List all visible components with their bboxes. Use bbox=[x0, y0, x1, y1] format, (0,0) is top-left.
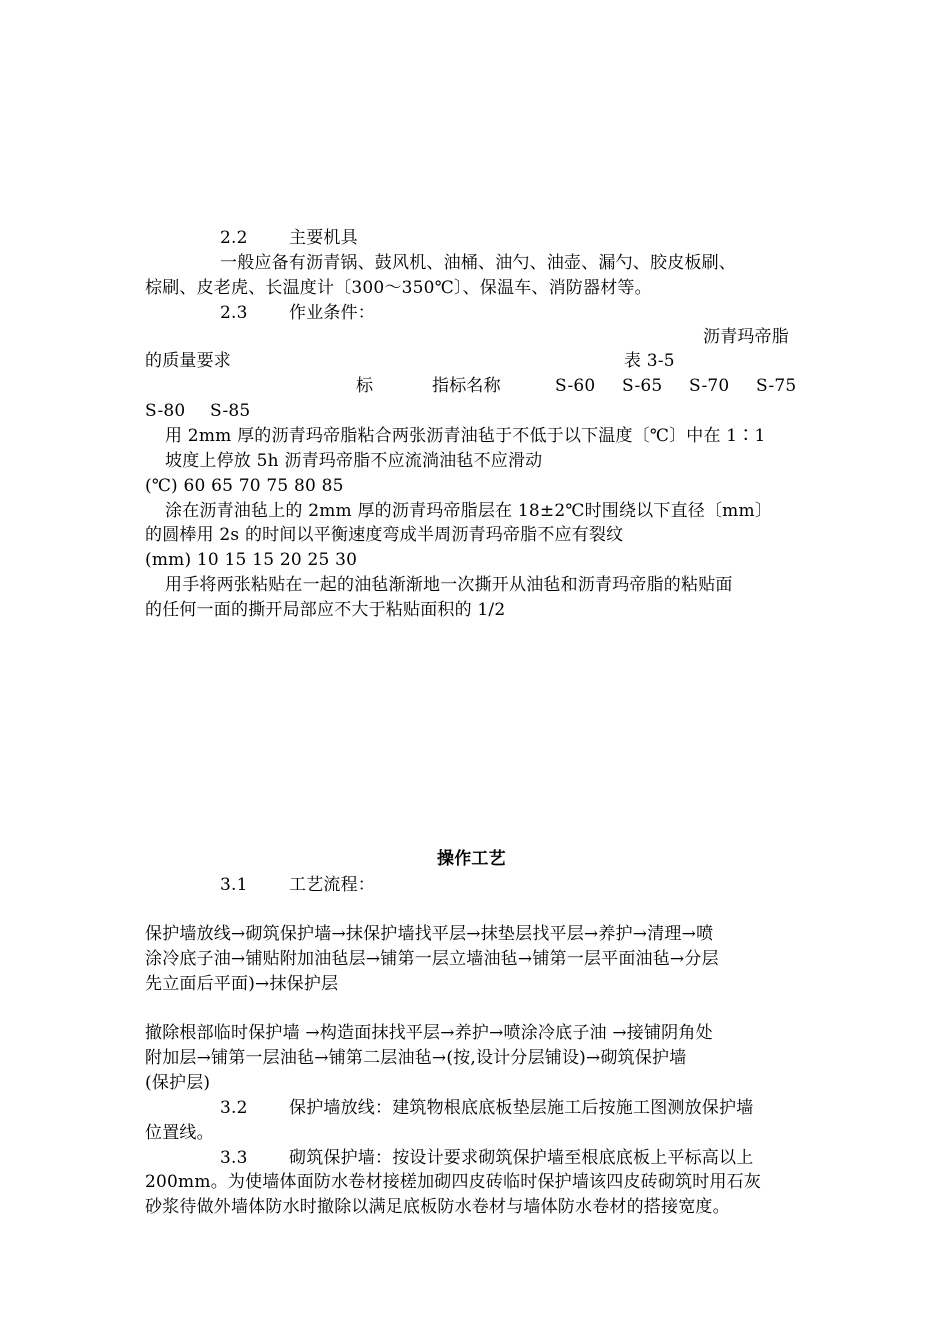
table-row2-values: (mm) 10 15 15 20 25 30 bbox=[145, 550, 358, 570]
table-row1-line2: 坡度上停放 5h 沥青玛帝脂不应流淌油毡不应滑动 bbox=[165, 451, 543, 471]
table-header-name: 指标名称 bbox=[432, 376, 501, 396]
section-3-3-number: 3.3 bbox=[220, 1148, 248, 1168]
table-grade-s60: S-60 bbox=[555, 376, 596, 396]
table-grade-s75: S-75 bbox=[756, 376, 797, 396]
section-3-1-number: 3.1 bbox=[220, 875, 248, 895]
flow1-line2: 涂冷底子油→铺贴附加油毡层→铺第一层立墙油毡→铺第一层平面油毡→分层 bbox=[145, 949, 719, 969]
table-row2-line2: 的圆棒用 2s 的时间以平衡速度弯成半周沥青玛帝脂不应有裂纹 bbox=[145, 525, 624, 545]
table-number: 表 3-5 bbox=[624, 351, 675, 371]
section-3-2-text-line1: 保护墙放线：建筑物根底底板垫层施工后按施工图测放保护墙 bbox=[289, 1098, 754, 1118]
table-caption-right: 沥青玛帝脂 bbox=[703, 327, 789, 347]
flow2-line1: 撤除根部临时保护墙 →构造面抹找平层→养护→喷涂冷底子油 →接铺阴角处 bbox=[145, 1023, 713, 1043]
section-3-3-text-line2: 200mm。为使墙体面防水卷材接槎加砌四皮砖临时保护墙该四皮砖砌筑时用石灰 bbox=[145, 1172, 762, 1192]
chapter-heading: 操作工艺 bbox=[437, 849, 506, 869]
table-caption-left: 的质量要求 bbox=[145, 351, 231, 371]
section-3-3-text-line3: 砂浆待做外墙体防水时撤除以满足底板防水卷材与墙体防水卷材的搭接宽度。 bbox=[145, 1197, 730, 1217]
table-row3-line1: 用手将两张粘贴在一起的油毡渐渐地一次撕开从油毡和沥青玛帝脂的粘贴面 bbox=[165, 575, 733, 595]
flow1-line1: 保护墙放线→砌筑保护墙→抹保护墙找平层→抹垫层找平层→养护→清理→喷 bbox=[145, 924, 714, 944]
section-2-2-number: 2.2 bbox=[220, 228, 248, 248]
table-header-biao: 标 bbox=[356, 376, 374, 396]
table-row3-line2: 的任何一面的撕开局部应不大于粘贴面积的 1/2 bbox=[145, 600, 506, 620]
section-2-3-title: 作业条件： bbox=[289, 303, 375, 323]
section-2-3-number: 2.3 bbox=[220, 303, 248, 323]
flow2-line3: (保护层) bbox=[145, 1073, 211, 1093]
section-3-2-number: 3.2 bbox=[220, 1098, 248, 1118]
section-2-2-body-line1: 一般应备有沥青锅、鼓风机、油桶、油勺、油壶、漏勺、胶皮板刷、 bbox=[220, 253, 736, 273]
table-grade-s85: S-85 bbox=[210, 401, 251, 421]
flow1-line3: 先立面后平面)→抹保护层 bbox=[145, 974, 339, 994]
section-2-2-title: 主要机具 bbox=[289, 228, 358, 248]
table-grade-s80: S-80 bbox=[145, 401, 186, 421]
table-row2-line1: 涂在沥青油毡上的 2mm 厚的沥青玛帝脂层在 18±2℃时围绕以下直径〔mm〕 bbox=[165, 501, 773, 521]
table-grade-s65: S-65 bbox=[622, 376, 663, 396]
table-row1-line1: 用 2mm 厚的沥青玛帝脂粘合两张沥青油毡于不低于以下温度〔℃〕中在 1∶1 bbox=[165, 426, 766, 446]
flow2-line2: 附加层→铺第一层油毡→铺第二层油毡→(按,设计分层铺设)→砌筑保护墙 bbox=[145, 1048, 687, 1068]
section-3-1-title: 工艺流程： bbox=[289, 875, 375, 895]
section-3-2-text-line2: 位置线。 bbox=[145, 1123, 214, 1143]
section-3-3-text-line1: 砌筑保护墙：按设计要求砌筑保护墙至根底底板上平标高以上 bbox=[289, 1148, 754, 1168]
section-2-2-body-line2: 棕刷、皮老虎、长温度计〔300～350℃〕、保温车、消防器材等。 bbox=[145, 278, 652, 298]
table-row1-values: (℃) 60 65 70 75 80 85 bbox=[145, 476, 344, 496]
table-grade-s70: S-70 bbox=[689, 376, 730, 396]
